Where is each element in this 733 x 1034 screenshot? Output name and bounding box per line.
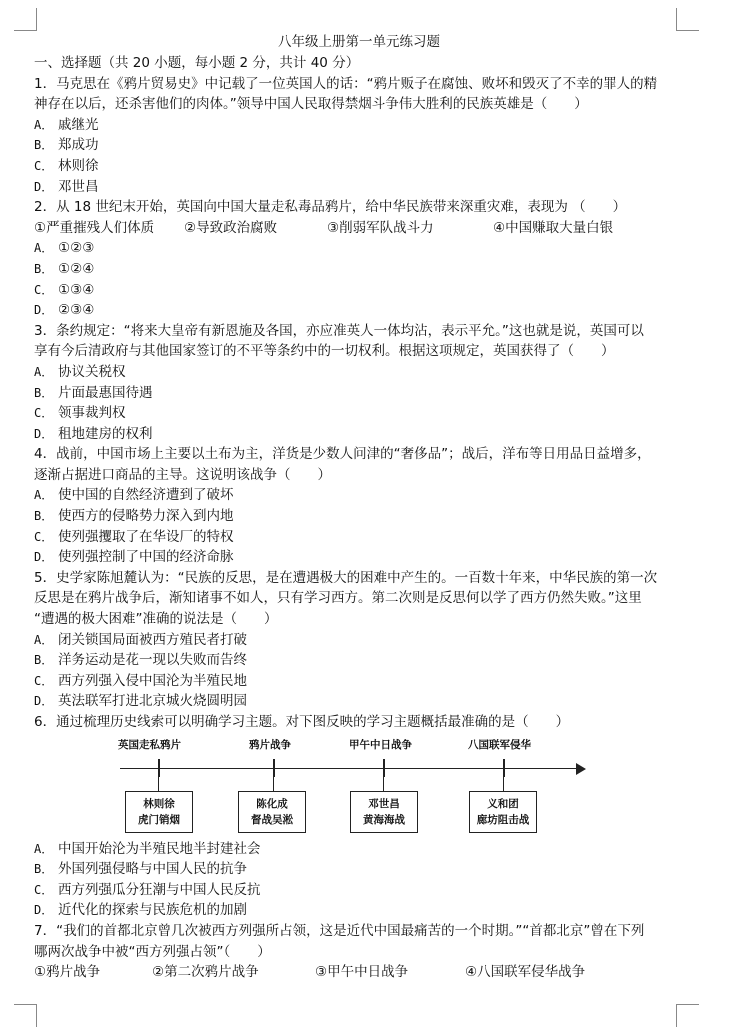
option-b[interactable] bbox=[34, 135, 684, 156]
question-stem-line: 神存在以后，还杀害他们的肉体。”领导中国人民取得禁烟斗争伟大胜利的民族英雄是（ ） bbox=[34, 96, 588, 113]
option-letter: C． bbox=[34, 529, 54, 544]
option-text: 租地建房的权利 bbox=[58, 425, 153, 442]
option-a[interactable] bbox=[34, 839, 684, 860]
question-stem-line: 4．战前，中国市场上主要以土布为主，洋货是少数人问津的“奢侈品”；战后，洋布等日用品日益增多， bbox=[34, 446, 651, 463]
timeline-event-label: 甲午中日战争 bbox=[349, 738, 412, 751]
timeline-event-label: 八国联军侵华 bbox=[468, 738, 531, 751]
option-letter: D． bbox=[34, 694, 54, 709]
question-2 bbox=[34, 197, 684, 321]
option-d[interactable] bbox=[34, 547, 684, 568]
option-d[interactable] bbox=[34, 300, 684, 321]
question-4 bbox=[34, 444, 684, 568]
question-6 bbox=[34, 712, 684, 921]
option-a[interactable] bbox=[34, 362, 684, 383]
timeline-axis bbox=[120, 768, 578, 770]
statement-item: ④中国赚取大量白银 bbox=[493, 219, 614, 236]
option-d[interactable] bbox=[34, 900, 684, 921]
option-text: 领事裁判权 bbox=[58, 405, 126, 422]
event-person: 邓世昌 bbox=[368, 797, 400, 810]
option-text: 使列强攫取了在华设厂的特权 bbox=[58, 528, 234, 545]
option-letter: B． bbox=[34, 862, 54, 877]
timeline-event-box bbox=[238, 791, 306, 833]
timeline-connector bbox=[503, 777, 504, 791]
option-c[interactable] bbox=[34, 403, 684, 424]
option-a[interactable] bbox=[34, 115, 684, 136]
option-letter: C． bbox=[34, 282, 54, 297]
question-stem-line: 2．从 18 世纪末开始，英国向中国大量走私毒品鸦片，给中华民族带来深重灾难，表现为 （ ） bbox=[34, 199, 627, 216]
option-text: 片面最惠国待遇 bbox=[58, 384, 153, 401]
statement-item: ①鸦片战争 bbox=[34, 964, 101, 981]
option-b[interactable] bbox=[34, 650, 684, 671]
option-d[interactable] bbox=[34, 424, 684, 445]
event-deed: 黄海海战 bbox=[363, 813, 405, 826]
option-text: ①②④ bbox=[58, 260, 95, 277]
timeline-tick bbox=[503, 759, 505, 777]
question-stem-line: 7．“我们的首都北京曾几次被西方列强所占领，这是近代中国最痛苦的一个时期。”“首都北京”曾在下列 bbox=[34, 922, 645, 939]
option-letter: B． bbox=[34, 138, 54, 153]
option-letter: C． bbox=[34, 158, 54, 173]
timeline-connector bbox=[383, 777, 384, 791]
statement-list bbox=[34, 962, 684, 983]
option-text: 闭关锁国局面被西方殖民者打破 bbox=[58, 631, 247, 648]
option-text: 英法联军打进北京城火烧圆明园 bbox=[58, 693, 247, 710]
timeline-event-box bbox=[469, 791, 537, 833]
event-deed: 督战吴淞 bbox=[251, 813, 293, 826]
corner-mark-bottom-left bbox=[14, 1004, 37, 1027]
corner-mark-bottom-right bbox=[676, 1004, 699, 1027]
option-letter: D． bbox=[34, 303, 54, 318]
timeline-tick bbox=[273, 759, 275, 777]
option-d[interactable] bbox=[34, 177, 684, 198]
timeline-tick bbox=[383, 759, 385, 777]
option-letter: A． bbox=[34, 117, 54, 132]
option-letter: A． bbox=[34, 632, 54, 647]
statement-item: ①严重摧残人们体质 bbox=[34, 219, 155, 236]
statement-item: ②导致政治腐败 bbox=[184, 219, 278, 236]
statement-item: ④八国联军侵华战争 bbox=[465, 964, 586, 981]
event-deed: 廊坊阻击战 bbox=[476, 813, 530, 826]
corner-mark-top-right bbox=[676, 8, 699, 31]
option-text: 洋务运动是花一现以失败而告终 bbox=[58, 652, 247, 669]
statement-item: ③削弱军队战斗力 bbox=[327, 219, 434, 236]
option-text: 使列强控制了中国的经济命脉 bbox=[58, 549, 234, 566]
option-d[interactable] bbox=[34, 691, 684, 712]
section-heading: 一、选择题（共 20 小题，每小题 2 分，共计 40 分） bbox=[34, 55, 360, 71]
question-1 bbox=[34, 74, 684, 198]
option-b[interactable] bbox=[34, 859, 684, 880]
option-letter: A． bbox=[34, 841, 54, 856]
question-stem-line: 6．通过梳理历史线索可以明确学习主题。对下图反映的学习主题概括最准确的是（ ） bbox=[34, 714, 570, 730]
timeline-event-label: 英国走私鸦片 bbox=[118, 738, 181, 751]
question-stem-line: 5．史学家陈旭麓认为：“民族的反思，是在遭遇极大的困难中产生的。一百数十年来，中华民族的第一次 bbox=[34, 569, 658, 586]
option-letter: D． bbox=[34, 903, 54, 918]
question-stem-line: 1．马克思在《鸦片贸易史》中记载了一位英国人的话：“鸦片贩子在腐蚀、败坏和毁灭了不幸的罪人的精 bbox=[34, 75, 658, 92]
option-letter: D． bbox=[34, 426, 54, 441]
option-text: 协议关税权 bbox=[58, 363, 126, 380]
option-text: 使西方的侵略势力深入到内地 bbox=[58, 508, 234, 525]
option-letter: D． bbox=[34, 550, 54, 565]
timeline-figure bbox=[118, 737, 598, 833]
option-letter: C． bbox=[34, 882, 54, 897]
option-b[interactable] bbox=[34, 383, 684, 404]
option-text: 外国列强侵略与中国人民的抗争 bbox=[58, 861, 247, 878]
timeline-event-box bbox=[350, 791, 418, 833]
option-a[interactable] bbox=[34, 485, 684, 506]
option-text: 使中国的自然经济遭到了破坏 bbox=[58, 487, 234, 504]
question-stem-line: “遭遇的极大困难”准确的说法是（ ） bbox=[34, 611, 278, 628]
option-letter: C． bbox=[34, 406, 54, 421]
timeline-connector bbox=[158, 777, 159, 791]
question-stem-line: 逐渐占据进口商品的主导。这说明该战争（ ） bbox=[34, 466, 331, 483]
option-letter: B． bbox=[34, 261, 54, 276]
question-5 bbox=[34, 568, 684, 712]
statement-item: ②第二次鸦片战争 bbox=[152, 964, 259, 981]
question-stem-line: 享有今后清政府与其他国家签订的不平等条约中的一切权利。根据这项规定，英国获得了（ ） bbox=[34, 343, 615, 360]
option-c[interactable] bbox=[34, 156, 684, 177]
option-text: 西方列强瓜分狂潮与中国人民反抗 bbox=[58, 881, 261, 898]
timeline-event-box bbox=[125, 791, 193, 833]
corner-mark-top-left bbox=[14, 8, 37, 31]
option-text: ①②③ bbox=[58, 240, 95, 257]
option-text: 邓世昌 bbox=[58, 178, 99, 195]
question-7 bbox=[34, 921, 684, 983]
option-c[interactable] bbox=[34, 671, 684, 692]
option-text: 林则徐 bbox=[58, 157, 99, 174]
option-letter: B． bbox=[34, 509, 54, 524]
option-letter: A． bbox=[34, 241, 54, 256]
option-letter: C． bbox=[34, 673, 54, 688]
option-text: 西方列强入侵中国沦为半殖民地 bbox=[58, 672, 247, 689]
option-text: 近代化的探索与民族危机的加剧 bbox=[58, 902, 247, 919]
option-letter: B． bbox=[34, 653, 54, 668]
option-b[interactable] bbox=[34, 259, 684, 280]
event-person: 义和团 bbox=[487, 797, 519, 810]
option-c[interactable] bbox=[34, 280, 684, 301]
timeline-arrow-icon bbox=[576, 763, 586, 775]
option-letter: B． bbox=[34, 385, 54, 400]
option-c[interactable] bbox=[34, 527, 684, 548]
option-a[interactable] bbox=[34, 630, 684, 651]
question-3 bbox=[34, 321, 684, 445]
event-person: 林则徐 bbox=[143, 797, 175, 810]
page-title: 八年级上册第一单元练习题 bbox=[278, 34, 440, 50]
option-text: ①③④ bbox=[58, 281, 95, 298]
option-c[interactable] bbox=[34, 880, 684, 901]
statement-item: ③甲午中日战争 bbox=[315, 964, 409, 981]
question-stem-line: 3．条约规定：“将来大皇帝有新恩施及各国，亦应准英人一体均沾，表示平允。”这也就是说，英国可以 bbox=[34, 322, 644, 339]
option-b[interactable] bbox=[34, 506, 684, 527]
statement-list bbox=[34, 218, 684, 239]
document-body bbox=[34, 32, 684, 983]
option-letter: A． bbox=[34, 364, 54, 379]
option-text: ②③④ bbox=[58, 302, 95, 319]
event-person: 陈化成 bbox=[256, 797, 288, 810]
option-letter: A． bbox=[34, 488, 54, 503]
timeline-event-label: 鸦片战争 bbox=[249, 738, 291, 751]
option-text: 郑成功 bbox=[58, 137, 99, 154]
question-stem-line: 反思是在鸦片战争后，渐知诸事不如人，只有学习西方。第二次则是反思何以学了西方仍然失败。”这里 bbox=[34, 590, 642, 607]
event-deed: 虎门销烟 bbox=[138, 813, 180, 826]
question-stem-line: 哪两次战争中被“西方列强占领”（ ） bbox=[34, 943, 271, 960]
option-letter: D． bbox=[34, 179, 54, 194]
timeline-tick bbox=[158, 759, 160, 777]
option-text: 戚继光 bbox=[58, 116, 99, 133]
timeline-connector bbox=[273, 777, 274, 791]
option-a[interactable] bbox=[34, 238, 684, 259]
option-text: 中国开始沦为半殖民地半封建社会 bbox=[58, 840, 261, 857]
